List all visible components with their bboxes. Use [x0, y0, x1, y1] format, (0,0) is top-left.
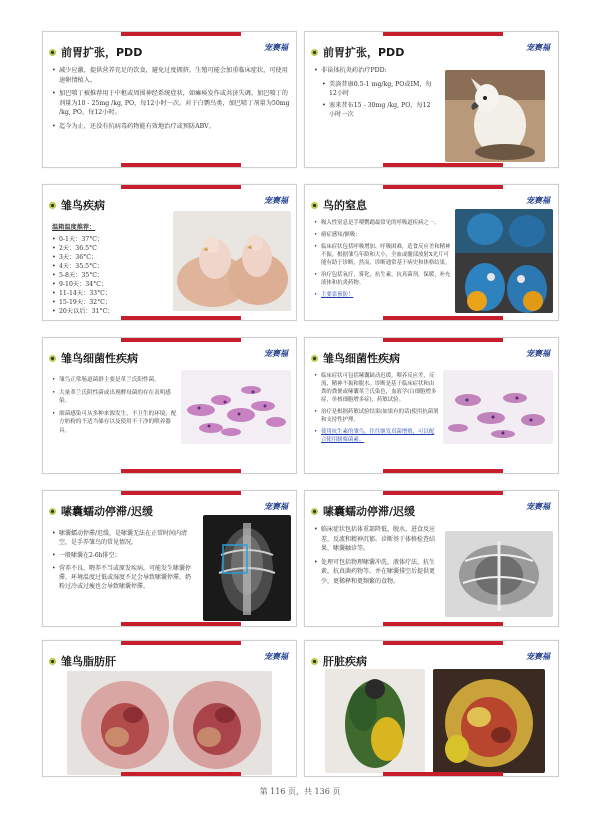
bullet-dot-icon	[311, 49, 318, 56]
bullet-item: • 加巴喷丁被推荐用于中枢或周围神经系统症状，如瘫痪发作或共济失调。加巴喷丁的剂量为10 - 25mg /kg, PO，每12小时一次。对于白鹦鸟类，加巴喷丁剂量为50mg /kg, PO，每12小时。	[52, 89, 290, 118]
slide-top-bar	[383, 491, 503, 495]
brand-logo: 宠赛福	[526, 196, 550, 205]
bullet-item: • 减少应激，提供营养充足的饮食，避免过度拥挤。生殖可能会加重临床症状，可使用速卵情植入。	[52, 66, 290, 85]
bullet-item: • 雏鸟正常肠道菌群主要是革兰氏阳性菌。	[52, 376, 177, 385]
slide-title: 前胃扩张，PDD	[61, 46, 143, 59]
bullet-dot-icon	[311, 508, 318, 515]
slide-liver-disease	[304, 640, 559, 777]
bullet-dot-icon	[49, 202, 56, 209]
necropsy-photo	[67, 671, 272, 775]
gram-stain-micrograph	[443, 370, 553, 444]
bullet-dot-icon	[49, 355, 56, 362]
slide-chick-bacterial-2	[304, 337, 559, 474]
chick-photo	[173, 211, 291, 311]
brand-logo: 宠赛福	[264, 652, 288, 661]
bullet-item: • 营养不良、喂养不当或原发疾病，可能发生嗉囊停滞，环境温度过低或湿度不足会导致嗉囊停滞，奶粉过冷或过瘦也会导致嗉囊停滞。	[52, 564, 192, 591]
temp-item: • 5-8天：35°C；	[52, 271, 162, 280]
slide-body	[314, 525, 439, 590]
bullet-item: • 临床症状包括呼吸增加、呼吸困难，造食反应差和精神不振。根据雏鸟年龄和大小，全血或髓部放射X光片可能有助于诊断，然而，诊断通常基于病史和体格结果。	[314, 243, 454, 267]
slide-bottom-bar	[121, 316, 241, 320]
slide-chick-disease	[42, 184, 297, 321]
slide-bottom-bar	[383, 316, 503, 320]
slide-body	[52, 66, 290, 135]
xray-image	[445, 531, 553, 617]
slide-crop-stasis-1	[42, 490, 297, 627]
slide-body	[52, 223, 162, 316]
bullet-item: • 非甾体抗炎药治疗PDD:	[314, 66, 434, 76]
brand-logo: 宠赛福	[264, 196, 288, 205]
bullet-item: • 临床症状可包括嗉囊缺动迟缓，喂养反应差，反流，精神不振和脱水。诊断是基于临床症状和由粪的粪便或嗉囊革兰氏染色，血液学(白细胞增多症，单核细胞增多症)，药敏试验。	[314, 372, 439, 404]
temp-item: • 11-14天：33°C；	[52, 289, 162, 298]
temp-item: • 9-10天：34°C；	[52, 280, 162, 289]
slide-chick-bacterial-1	[42, 337, 297, 474]
slide-title: 雏鸟细菌性疾病	[323, 352, 400, 365]
slide-bottom-bar	[383, 622, 503, 626]
parrot-photo	[325, 669, 425, 773]
slide-title: 嗉囊蠕动停滞/迟缓	[323, 505, 416, 518]
brand-logo: 宠赛福	[264, 349, 288, 358]
slide-pdd-1	[42, 31, 297, 168]
temp-item: • 0-1天：37°C；	[52, 235, 162, 244]
bullet-item: • 癔症感知/额吸：	[314, 231, 454, 239]
cockatoo-photo	[445, 70, 545, 162]
bullet-dot-icon	[49, 508, 56, 515]
temp-item: • 3天：36°C；	[52, 253, 162, 262]
slide-crop-stasis-2	[304, 490, 559, 627]
slide-bird-asphyxia	[304, 184, 559, 321]
slide-top-bar	[121, 491, 241, 495]
bullet-item: • 临床症状包括体重部降低，脱水，进食反应差，反流和精神沉郁。诊断基于体格检查结果，嗉囊触诊等。	[314, 525, 439, 554]
slide-top-bar	[383, 641, 503, 645]
slide-body	[52, 529, 192, 595]
slide-title: 嗉囊蠕动停滞/迟缓	[61, 505, 154, 518]
gram-stain-micrograph	[181, 370, 291, 444]
bullet-item: • 迄今为止，还没有抗病毒药物能有效地治疗或预防ABV。	[52, 122, 290, 132]
slide-title: 雏鸟疾病	[61, 199, 105, 212]
macaw-photo	[455, 209, 553, 313]
temp-item: • 20天以后：31°C；	[52, 307, 162, 316]
slide-title: 肝脏疾病	[323, 655, 367, 668]
slide-body	[52, 376, 177, 439]
slide-top-bar	[383, 32, 503, 36]
brand-logo: 宠赛福	[526, 43, 550, 52]
sub-bullet-item: • 美洛昔康0.5-1 mg/kg, PO或IM，每12小时	[322, 80, 434, 99]
slide-top-bar	[121, 185, 241, 189]
slide-body	[314, 219, 454, 303]
bullet-item: • 治疗是根据药敏试验结果(如果有的话)使用抗菌剂和支持性护理。	[314, 408, 439, 424]
bullet-item: • 嗉囊蠕动停滞/迟缓，是嗉囊无法在正常时间内清空，是手养雏鸟的常见情况。	[52, 529, 192, 547]
temp-item: • 15-19天：32°C；	[52, 298, 162, 307]
slide-top-bar	[383, 338, 503, 342]
slide-bottom-bar	[383, 469, 503, 473]
bullet-dot-icon	[49, 49, 56, 56]
brand-logo: 宠赛福	[264, 43, 288, 52]
sub-heading: 温箱温度推荐：	[52, 224, 96, 231]
bullet-dot-icon	[311, 658, 318, 665]
bullet-dot-icon	[311, 202, 318, 209]
bullet-item: • 治疗包括氧疗，雾化，抗生素，抗真菌剂，保暖，补充液体和抗炎药物。	[314, 271, 454, 287]
slide-bottom-bar	[121, 163, 241, 167]
temp-item: • 4天：35.5°C；	[52, 262, 162, 271]
bullet-item: • 大量革兰氏阴性菌或出现酵母菌的存在表明感染。	[52, 389, 177, 406]
bullet-item: • 处理可包括物理嗉囊冲洗，液体疗法，抗生素，抗真菌药物等。并在嗉囊排空后提供更少，更稀释和更频繁的食物。	[314, 558, 439, 587]
slide-top-bar	[383, 185, 503, 189]
slide-top-bar	[121, 32, 241, 36]
slide-bottom-bar	[121, 622, 241, 626]
bullet-item: • 一般嗉囊在2-6h排空；	[52, 551, 192, 560]
page-footer: 第 116 页，共 136 页	[259, 787, 341, 796]
slide-body	[314, 66, 434, 122]
slide-title: 前胃扩张，PDD	[323, 46, 405, 59]
necropsy-photo	[433, 669, 545, 773]
bullet-item: • 细菌感染可从多种来源发生，不卫生的环境，配方奶粉的不适当储存以及使用不干净的喂养器具。	[52, 410, 177, 436]
slide-bottom-bar	[121, 772, 241, 776]
bullet-item: • 使用抗生素的雏鸟，往往继发真菌增殖，可以配合使用制霉菌素。	[314, 428, 439, 444]
bullet-dot-icon	[49, 658, 56, 665]
slide-pdd-2	[304, 31, 559, 168]
slide-title: 雏鸟细菌性疾病	[61, 352, 138, 365]
slide-top-bar	[121, 338, 241, 342]
slide-title: 雏鸟脂肪肝	[61, 655, 116, 668]
slide-body	[314, 372, 439, 448]
slide-chick-fatty-liver	[42, 640, 297, 777]
brand-logo: 宠赛福	[264, 502, 288, 511]
slide-title: 鸟的窒息	[323, 199, 367, 212]
brand-logo: 宠赛福	[526, 652, 550, 661]
slide-top-bar	[121, 641, 241, 645]
brand-logo: 宠赛福	[526, 349, 550, 358]
temp-item: • 2天：36.5°C	[52, 244, 162, 253]
slide-bottom-bar	[121, 469, 241, 473]
xray-image	[203, 515, 291, 621]
bullet-dot-icon	[311, 355, 318, 362]
bullet-item: • 主要靠预防！	[314, 291, 454, 299]
sub-bullet-item: • 塞来昔布15 - 30mg /kg, PO，每12小时一次	[322, 101, 434, 120]
bullet-item: • 吸入性窒息是手喂鹦鹉最常见的呼吸道疾病之一。	[314, 219, 454, 227]
slide-bottom-bar	[383, 772, 503, 776]
brand-logo: 宠赛福	[526, 502, 550, 511]
slide-bottom-bar	[383, 163, 503, 167]
